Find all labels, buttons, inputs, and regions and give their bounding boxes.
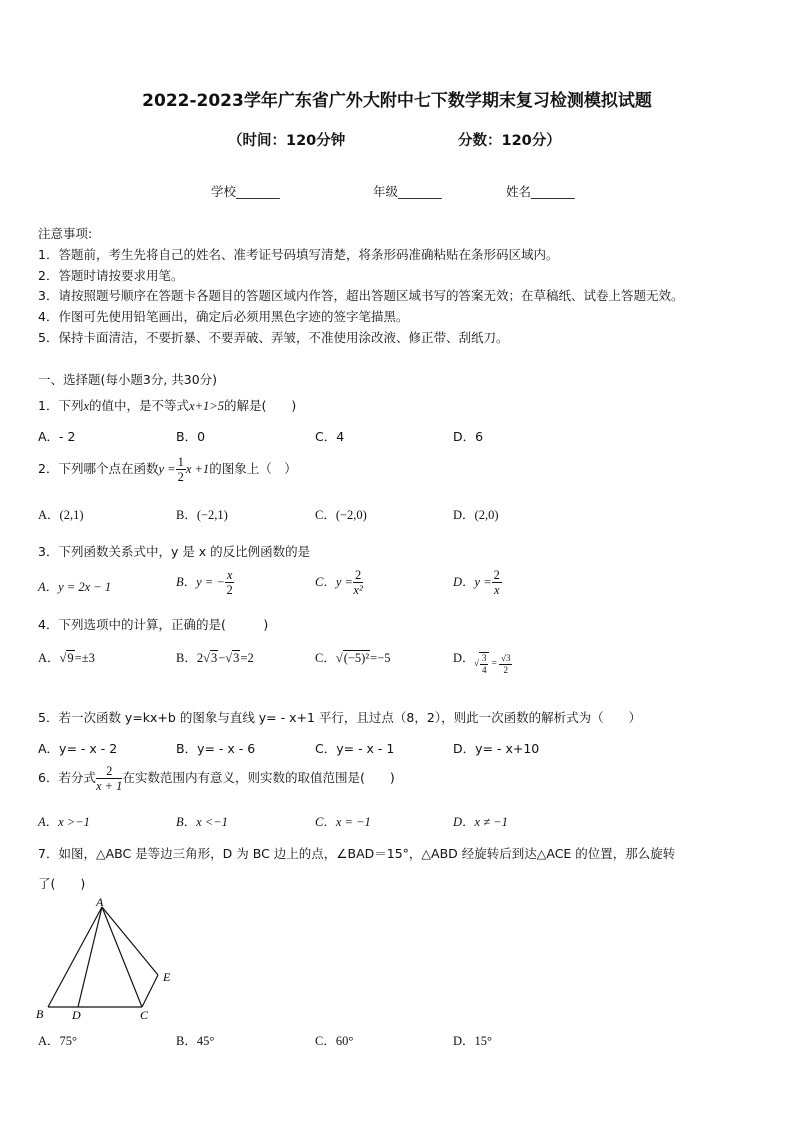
q3-option-c[interactable]: C．y = $\frac{2}{\text{x²}}$	[315, 568, 363, 597]
q2-option-d[interactable]: D．(2,0)	[453, 508, 499, 522]
q4-option-d-expr: √ $\frac{3}{4}$ = $\frac{√3}{2}$	[474, 652, 511, 675]
question-2-stem: 2．下列哪个点在函数y = $\frac{1}{2}$ x +1的图象上（ ）	[38, 455, 297, 484]
segment-ae	[102, 907, 158, 975]
fraction: $\frac{2}{\text{x²}}$	[353, 568, 363, 597]
fraction: $\frac{1}{2}$	[177, 455, 184, 484]
q4-option-a[interactable]: A．√9=±3	[38, 651, 95, 665]
time-label: （时间：120分钟	[228, 133, 346, 149]
q3-option-d[interactable]: D．y = $\frac{2}{x}$	[453, 568, 500, 597]
fraction: $\frac{x}{2}$	[226, 568, 233, 597]
question-4-stem: 4．下列选项中的计算，正确的是( )	[38, 617, 269, 632]
fraction: $\frac{2}{x + 1}$	[95, 764, 123, 793]
q4-option-c[interactable]: C．√(−5)²=−5	[315, 651, 391, 665]
q3-option-b[interactable]: B．y = − $\frac{x}{2}$	[176, 568, 233, 597]
question-6-stem: 6．若分式 $\frac{2}{x + 1}$ 在实数范围内有意义，则实数的取值范围是( )	[38, 764, 395, 793]
note-item: 1．答题前，考生先将自己的姓名、准考证号码填写清楚，将条形码准确粘贴在条形码区域内。	[38, 246, 559, 262]
q5-option-c[interactable]: C．y= - x - 1	[315, 741, 395, 756]
notes-heading: 注意事项:	[38, 226, 93, 241]
question-1-stem: 1．下列x的值中，是不等式x+1>5的解是( )	[38, 398, 297, 413]
note-item: 3．请按照题号顺序在答题卡各题目的答题区域内作答，超出答题区域书写的答案无效；在草稿纸、试卷上答题无效。	[38, 288, 684, 304]
note-item: 4．作图可先使用铅笔画出，确定后必须用黑色字迹的签字笔描黑。	[38, 309, 409, 325]
q7-option-b[interactable]: B．45°	[176, 1034, 215, 1048]
school-field: 学校_______	[211, 184, 280, 199]
q6-option-b[interactable]: B．x <−1	[176, 815, 228, 829]
notes-block	[38, 224, 683, 349]
question-7-stem-line1: 7．如图，△ABC 是等边三角形，D 为 BC 边上的点，∠BAD＝15°，△ABD 经旋转后到达△ACE 的位置，那么旋转	[38, 846, 676, 861]
q1-option-c[interactable]: C．4	[315, 429, 345, 444]
q6-option-d[interactable]: D．x ≠ −1	[453, 815, 508, 829]
q1-option-d[interactable]: D．6	[453, 429, 484, 444]
q7-option-d[interactable]: D．15°	[453, 1034, 493, 1048]
note-item: 5．保持卡面清洁，不要折暴、不要弄破、弄皱，不准使用涂改液、修正带、刮纸刀。	[38, 329, 509, 345]
q2-option-c[interactable]: C．(−2,0)	[315, 508, 367, 522]
note-item: 2．答题时请按要求用笔。	[38, 267, 184, 283]
triangle-figure	[30, 895, 190, 1025]
grade-field: 年级_______	[373, 184, 442, 199]
q5-option-a[interactable]: A．y= - x - 2	[38, 741, 118, 756]
q1-option-a[interactable]: A．- 2	[38, 429, 76, 444]
label-e: E	[163, 970, 171, 984]
question-5-stem: 5．若一次函数 y=kx+b 的图象与直线 y= - x+1 平行，且过点（8，2），则此一次函数的解析式为（ ）	[38, 710, 642, 725]
q2-option-b[interactable]: B．(−2,1)	[176, 508, 228, 522]
q4-option-b[interactable]: B．2√3−√3=2	[176, 651, 254, 665]
fraction: $\frac{2}{x}$	[493, 568, 500, 597]
q5-option-d[interactable]: D．y= - x+10	[453, 741, 540, 756]
q7-option-c[interactable]: C．60°	[315, 1034, 354, 1048]
segment-ad	[78, 907, 102, 1007]
q6-option-c[interactable]: C．x = −1	[315, 815, 371, 829]
q2-option-a[interactable]: A．(2,1)	[38, 508, 84, 522]
name-field: 姓名_______	[506, 184, 575, 199]
q6-option-a[interactable]: A．x >−1	[38, 815, 90, 829]
q4-option-d[interactable]: D．	[453, 651, 475, 665]
label-b: B	[36, 1007, 44, 1021]
q1-option-b[interactable]: B．0	[176, 429, 206, 444]
segment-ce	[142, 975, 158, 1007]
label-c: C	[140, 1008, 149, 1022]
question-7-stem-line2: 了( )	[38, 876, 86, 891]
question-3-stem: 3．下列函数关系式中，y 是 x 的反比例函数的是	[38, 544, 311, 559]
segment-ac	[102, 907, 142, 1007]
label-d: D	[72, 1008, 81, 1022]
q5-option-b[interactable]: B．y= - x - 6	[176, 741, 256, 756]
label-a: A	[96, 895, 104, 909]
section-heading: 一、选择题(每小题3分, 共30分)	[38, 372, 218, 387]
q3-option-a[interactable]: A．y = 2x − 1	[38, 580, 112, 594]
q7-option-a[interactable]: A．75°	[38, 1034, 78, 1048]
score-label: 分数：120分）	[458, 133, 561, 149]
segment-ab	[48, 907, 102, 1007]
page-title: 2022-2023学年广东省广外大附中七下数学期末复习检测模拟试题	[142, 91, 652, 111]
